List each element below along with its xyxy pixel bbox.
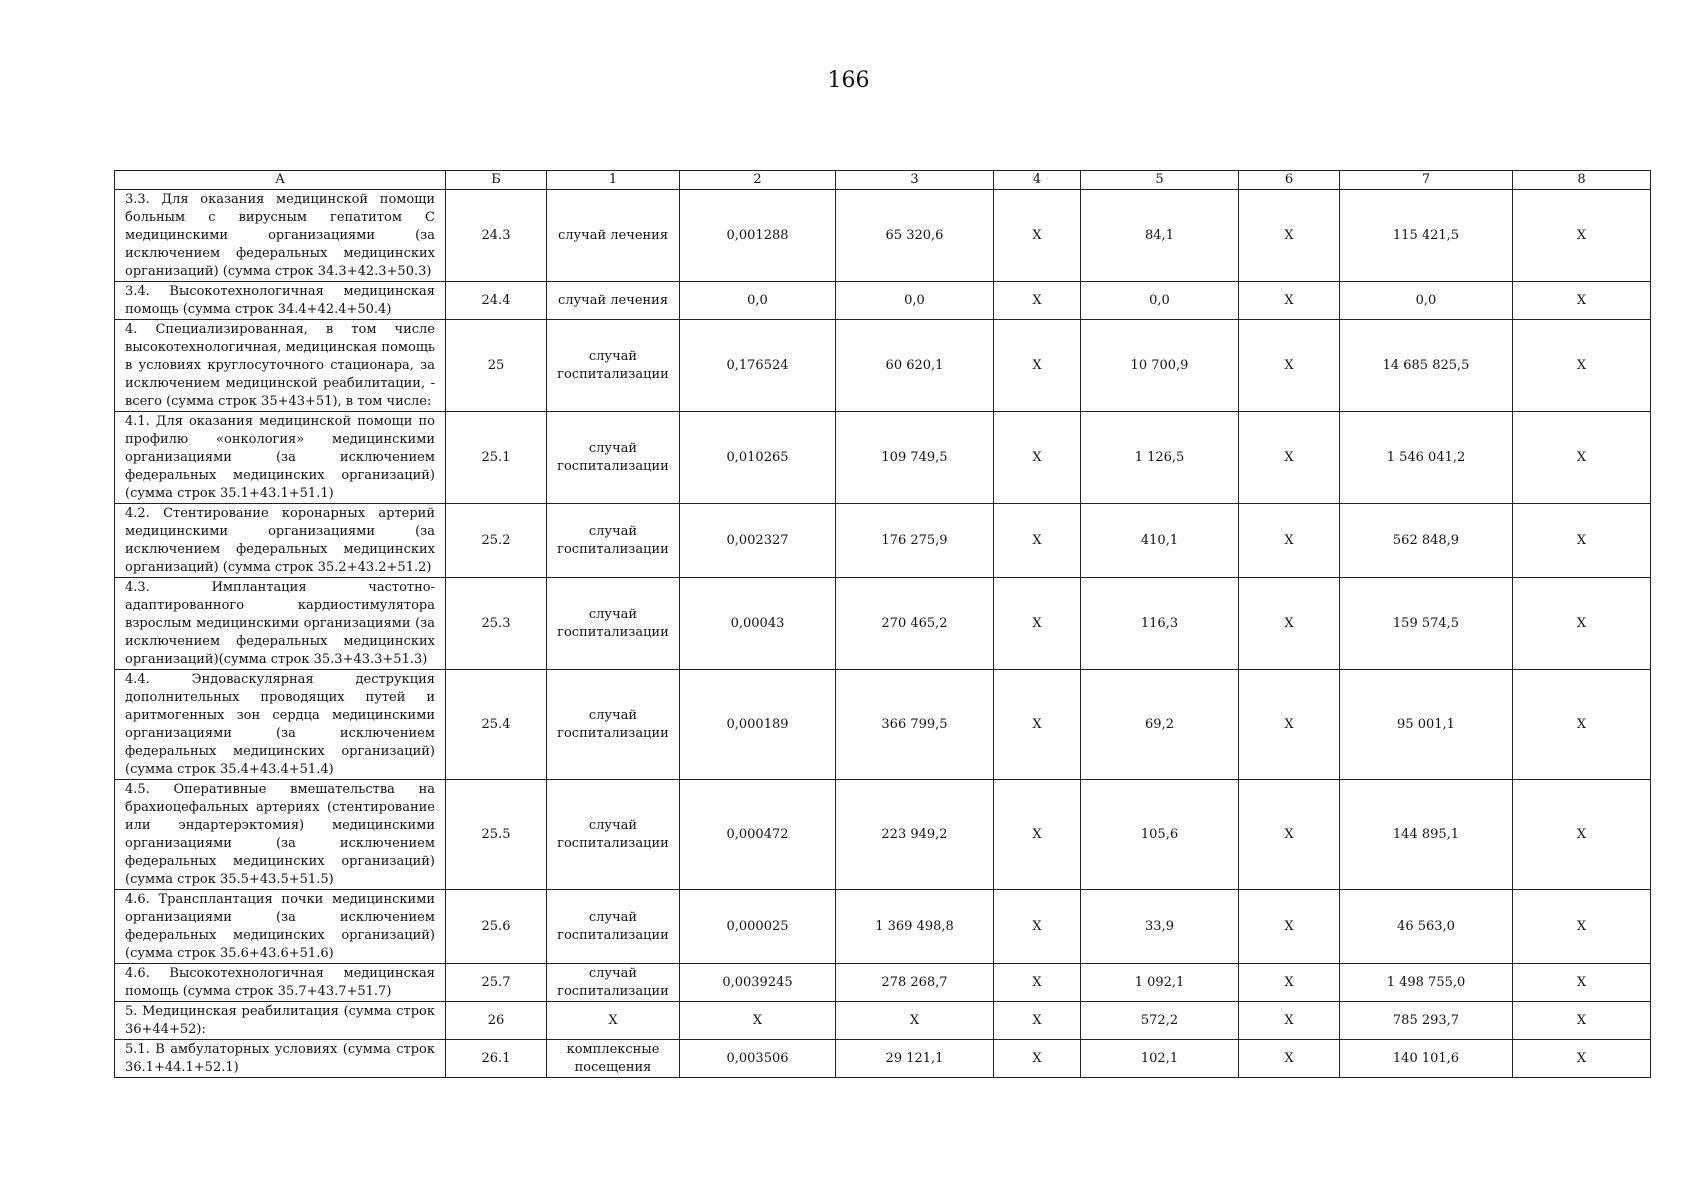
header-cell: А <box>115 171 446 190</box>
per-capita-cell: 105,6 <box>1081 780 1239 890</box>
col6-cell: X <box>1239 670 1340 780</box>
total-cost-cell: 144 895,1 <box>1340 780 1513 890</box>
row-code: 25.4 <box>446 670 547 780</box>
row-code: 25.7 <box>446 964 547 1002</box>
unit-cell: случай госпитализации <box>547 504 680 578</box>
col6-cell: X <box>1239 282 1340 320</box>
norm-cost-cell: 270 465,2 <box>836 578 994 670</box>
norm-cost-cell: X <box>836 1002 994 1040</box>
norm-cost-cell: 109 749,5 <box>836 412 994 504</box>
row-code: 25.6 <box>446 890 547 964</box>
norm-cost-cell: 278 268,7 <box>836 964 994 1002</box>
table-row <box>115 320 1651 412</box>
col8-cell: X <box>1513 964 1651 1002</box>
row-description: 4.1. Для оказания медицинской помощи по профилю «онкология» медицинскими организациями (за исключением федеральных медицинских организаций) (сумма строк 35.1+43.1+51.1) <box>115 412 446 504</box>
row-description: 5.1. В амбулаторных условиях (сумма строк 36.1+44.1+52.1) <box>115 1040 446 1078</box>
norm-volume-cell: X <box>680 1002 836 1040</box>
col8-cell: X <box>1513 578 1651 670</box>
unit-cell: случай госпитализации <box>547 578 680 670</box>
unit-cell: X <box>547 1002 680 1040</box>
row-description: 4.6. Трансплантация почки медицинскими организациями (за исключением федеральных медицинских организаций) (сумма строк 35.6+43.6+51.6) <box>115 890 446 964</box>
norm-cost-cell: 60 620,1 <box>836 320 994 412</box>
table-row <box>115 670 1651 780</box>
norm-volume-cell: 0,0 <box>680 282 836 320</box>
total-cost-cell: 46 563,0 <box>1340 890 1513 964</box>
per-capita-cell: 1 126,5 <box>1081 412 1239 504</box>
col6-cell: X <box>1239 964 1340 1002</box>
col6-cell: X <box>1239 190 1340 282</box>
unit-cell: случай лечения <box>547 190 680 282</box>
col4-cell: X <box>994 1040 1081 1078</box>
data-table <box>114 170 1651 1078</box>
col8-cell: X <box>1513 1040 1651 1078</box>
col4-cell: X <box>994 504 1081 578</box>
col8-cell: X <box>1513 190 1651 282</box>
total-cost-cell: 159 574,5 <box>1340 578 1513 670</box>
norm-volume-cell: 0,000025 <box>680 890 836 964</box>
unit-cell: случай госпитализации <box>547 890 680 964</box>
unit-cell: комплексные посещения <box>547 1040 680 1078</box>
col6-cell: X <box>1239 890 1340 964</box>
table-row <box>115 890 1651 964</box>
col6-cell: X <box>1239 578 1340 670</box>
table-header-row <box>115 171 1651 190</box>
table-row <box>115 1002 1651 1040</box>
row-code: 24.4 <box>446 282 547 320</box>
col8-cell: X <box>1513 890 1651 964</box>
total-cost-cell: 14 685 825,5 <box>1340 320 1513 412</box>
col8-cell: X <box>1513 1002 1651 1040</box>
norm-volume-cell: 0,000472 <box>680 780 836 890</box>
col6-cell: X <box>1239 412 1340 504</box>
page-number: 166 <box>827 68 870 93</box>
col8-cell: X <box>1513 320 1651 412</box>
norm-cost-cell: 65 320,6 <box>836 190 994 282</box>
per-capita-cell: 102,1 <box>1081 1040 1239 1078</box>
col8-cell: X <box>1513 670 1651 780</box>
table-row <box>115 578 1651 670</box>
total-cost-cell: 115 421,5 <box>1340 190 1513 282</box>
header-cell: 1 <box>547 171 680 190</box>
col8-cell: X <box>1513 282 1651 320</box>
header-cell: 7 <box>1340 171 1513 190</box>
unit-cell: случай лечения <box>547 282 680 320</box>
total-cost-cell: 140 101,6 <box>1340 1040 1513 1078</box>
table-row <box>115 504 1651 578</box>
total-cost-cell: 562 848,9 <box>1340 504 1513 578</box>
total-cost-cell: 785 293,7 <box>1340 1002 1513 1040</box>
row-description: 4.2. Стентирование коронарных артерий медицинскими организациями (за исключением федеральных медицинских организаций) (сумма строк 35.2+43.2+51.2) <box>115 504 446 578</box>
table-row <box>115 282 1651 320</box>
norm-volume-cell: 0,00043 <box>680 578 836 670</box>
total-cost-cell: 1 546 041,2 <box>1340 412 1513 504</box>
per-capita-cell: 572,2 <box>1081 1002 1239 1040</box>
header-cell: 5 <box>1081 171 1239 190</box>
header-cell: Б <box>446 171 547 190</box>
col8-cell: X <box>1513 412 1651 504</box>
col8-cell: X <box>1513 504 1651 578</box>
col4-cell: X <box>994 190 1081 282</box>
per-capita-cell: 1 092,1 <box>1081 964 1239 1002</box>
row-code: 26.1 <box>446 1040 547 1078</box>
unit-cell: случай госпитализации <box>547 412 680 504</box>
col4-cell: X <box>994 282 1081 320</box>
row-code: 25 <box>446 320 547 412</box>
unit-cell: случай госпитализации <box>547 670 680 780</box>
per-capita-cell: 69,2 <box>1081 670 1239 780</box>
table-row <box>115 1040 1651 1078</box>
col4-cell: X <box>994 1002 1081 1040</box>
norm-cost-cell: 1 369 498,8 <box>836 890 994 964</box>
table-row <box>115 190 1651 282</box>
row-description: 4.5. Оперативные вмешательства на брахиоцефальных артериях (стентирование или эндартерэктомия) медицинскими организациями (за исключением федеральных медицинских организаций) (сумма строк 35.5+43.5+51.5) <box>115 780 446 890</box>
col6-cell: X <box>1239 1002 1340 1040</box>
row-code: 26 <box>446 1002 547 1040</box>
norm-cost-cell: 223 949,2 <box>836 780 994 890</box>
header-cell: 4 <box>994 171 1081 190</box>
norm-cost-cell: 29 121,1 <box>836 1040 994 1078</box>
col4-cell: X <box>994 670 1081 780</box>
unit-cell: случай госпитализации <box>547 780 680 890</box>
row-code: 25.1 <box>446 412 547 504</box>
norm-cost-cell: 176 275,9 <box>836 504 994 578</box>
per-capita-cell: 410,1 <box>1081 504 1239 578</box>
per-capita-cell: 84,1 <box>1081 190 1239 282</box>
row-description: 3.4. Высокотехнологичная медицинская помощь (сумма строк 34.4+42.4+50.4) <box>115 282 446 320</box>
total-cost-cell: 95 001,1 <box>1340 670 1513 780</box>
col4-cell: X <box>994 780 1081 890</box>
row-code: 25.5 <box>446 780 547 890</box>
row-description: 3.3. Для оказания медицинской помощи больным с вирусным гепатитом С медицинскими организациями (за исключением федеральных медицинских организаций) (сумма строк 34.3+42.3+50.3) <box>115 190 446 282</box>
norm-volume-cell: 0,000189 <box>680 670 836 780</box>
row-code: 24.3 <box>446 190 547 282</box>
col6-cell: X <box>1239 1040 1340 1078</box>
header-cell: 3 <box>836 171 994 190</box>
row-description: 4.3. Имплантация частотно-адаптированного кардиостимулятора взрослым медицинскими организациями (за исключением федеральных медицинских организаций)(сумма строк 35.3+43.3+51.3) <box>115 578 446 670</box>
row-description: 4.4. Эндоваскулярная деструкция дополнительных проводящих путей и аритмогенных зон сердца медицинскими организациями (за исключением федеральных медицинских организаций)(сумма строк 35.4+43.4+51.4) <box>115 670 446 780</box>
row-description: 4.6. Высокотехнологичная медицинская помощь (сумма строк 35.7+43.7+51.7) <box>115 964 446 1002</box>
row-description: 4. Специализированная, в том числе высокотехнологичная, медицинская помощь в условиях круглосуточного стационара, за исключением медицинской реабилитации, - всего (сумма строк 35+43+51), в том числе: <box>115 320 446 412</box>
col6-cell: X <box>1239 504 1340 578</box>
total-cost-cell: 1 498 755,0 <box>1340 964 1513 1002</box>
norm-cost-cell: 0,0 <box>836 282 994 320</box>
col4-cell: X <box>994 578 1081 670</box>
col8-cell: X <box>1513 780 1651 890</box>
norm-volume-cell: 0,0039245 <box>680 964 836 1002</box>
norm-volume-cell: 0,003506 <box>680 1040 836 1078</box>
col4-cell: X <box>994 890 1081 964</box>
unit-cell: случай госпитализации <box>547 964 680 1002</box>
row-code: 25.2 <box>446 504 547 578</box>
norm-volume-cell: 0,010265 <box>680 412 836 504</box>
header-cell: 6 <box>1239 171 1340 190</box>
table-row <box>115 412 1651 504</box>
per-capita-cell: 10 700,9 <box>1081 320 1239 412</box>
header-cell: 2 <box>680 171 836 190</box>
total-cost-cell: 0,0 <box>1340 282 1513 320</box>
norm-volume-cell: 0,001288 <box>680 190 836 282</box>
row-description: 5. Медицинская реабилитация (сумма строк 36+44+52): <box>115 1002 446 1040</box>
norm-volume-cell: 0,176524 <box>680 320 836 412</box>
col4-cell: X <box>994 964 1081 1002</box>
norm-volume-cell: 0,002327 <box>680 504 836 578</box>
col6-cell: X <box>1239 780 1340 890</box>
col4-cell: X <box>994 320 1081 412</box>
col6-cell: X <box>1239 320 1340 412</box>
unit-cell: случай госпитализации <box>547 320 680 412</box>
col4-cell: X <box>994 412 1081 504</box>
row-code: 25.3 <box>446 578 547 670</box>
per-capita-cell: 33,9 <box>1081 890 1239 964</box>
per-capita-cell: 116,3 <box>1081 578 1239 670</box>
per-capita-cell: 0,0 <box>1081 282 1239 320</box>
table-row <box>115 780 1651 890</box>
norm-cost-cell: 366 799,5 <box>836 670 994 780</box>
header-cell: 8 <box>1513 171 1651 190</box>
table-row <box>115 964 1651 1002</box>
